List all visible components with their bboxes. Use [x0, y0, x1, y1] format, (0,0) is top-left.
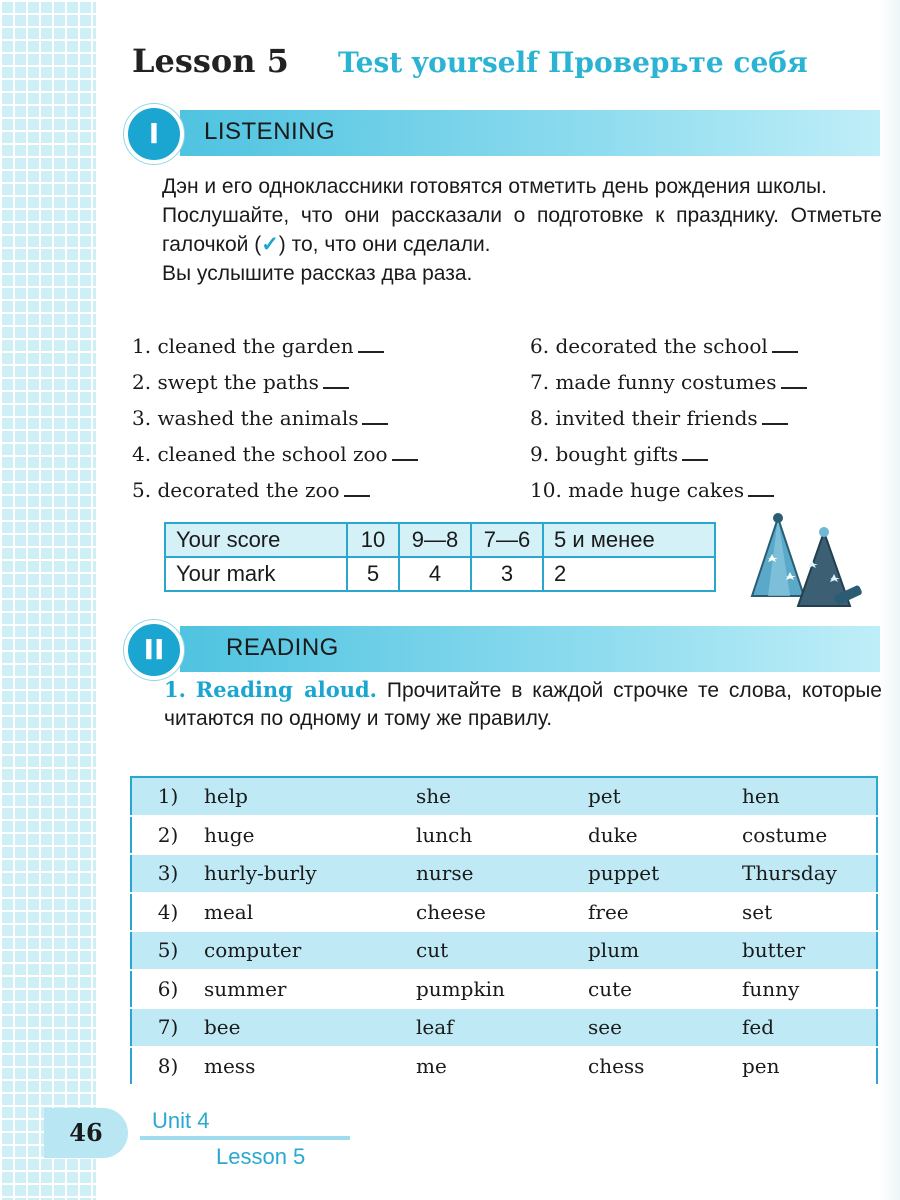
lesson-subtitle: Test yourself Проверьте себя [338, 46, 808, 79]
row-number: 1) [131, 777, 204, 816]
word-cell: duke [588, 816, 742, 855]
list-item [530, 472, 807, 508]
table-row [131, 931, 877, 970]
mark-cell: 5 [347, 557, 399, 591]
item-text: 2. swept the paths [132, 370, 319, 394]
footer-lesson: Lesson 5 [216, 1144, 306, 1169]
word-cell: pet [588, 777, 742, 816]
table-row [131, 777, 877, 816]
word-cell: Thursday [742, 854, 877, 893]
table-row [131, 816, 877, 855]
word-cell: bee [204, 1008, 416, 1047]
row-number: 2) [131, 816, 204, 855]
table-row [131, 970, 877, 1009]
footer-divider [140, 1136, 350, 1140]
item-text: 6. decorated the school [530, 334, 768, 358]
table-row [131, 1008, 877, 1047]
listening-instructions [162, 172, 882, 288]
answer-blank[interactable] [748, 473, 774, 497]
word-cell: hurly-burly [204, 854, 416, 893]
reading-heading: READING [226, 634, 339, 661]
list-item [132, 472, 418, 508]
mark-cell: 2 [543, 557, 715, 591]
section-one-badge: I [124, 104, 184, 164]
task-description: Прочитайте в каждой строчке те слова, которые читаются по одному и тому же правилу. [164, 679, 882, 730]
list-item [530, 364, 807, 400]
intro-text: Дэн и его одноклассники готовятся отметить день рождения школы. [162, 175, 827, 198]
word-cell: me [416, 1047, 588, 1086]
word-cell: pumpkin [416, 970, 588, 1009]
answer-blank[interactable] [323, 365, 349, 389]
row-number: 5) [131, 931, 204, 970]
list-item [530, 400, 807, 436]
row-number: 3) [131, 854, 204, 893]
item-text: 1. cleaned the garden [132, 334, 354, 358]
score-cell: 5 и менее [543, 523, 715, 557]
word-cell: summer [204, 970, 416, 1009]
item-text: 4. cleaned the school zoo [132, 442, 388, 466]
mark-row [165, 557, 715, 591]
item-text: 10. made huge cakes [530, 478, 745, 502]
word-cell: huge [204, 816, 416, 855]
score-label: Your score [165, 523, 347, 557]
item-text: 7. made funny costumes [530, 370, 777, 394]
word-cell: leaf [416, 1008, 588, 1047]
answer-blank[interactable] [362, 401, 388, 425]
word-cell: see [588, 1008, 742, 1047]
task-title: Reading aloud. [195, 677, 377, 702]
item-text: 3. washed the animals [132, 406, 359, 430]
word-cell: plum [588, 931, 742, 970]
reading-task [164, 676, 882, 733]
lesson-title: Lesson 5 [132, 42, 289, 80]
margin-grid-decoration [0, 0, 96, 1200]
mark-cell: 3 [471, 557, 543, 591]
task-text-after: ) то, что они сделали. [278, 233, 491, 256]
row-number: 8) [131, 1047, 204, 1086]
answer-blank[interactable] [392, 437, 418, 461]
table-row [131, 1047, 877, 1086]
answer-blank[interactable] [344, 473, 370, 497]
check-mark-icon: ✓ [261, 233, 279, 256]
word-cell: mess [204, 1047, 416, 1086]
item-text: 5. decorated the zoo [132, 478, 340, 502]
word-cell: puppet [588, 854, 742, 893]
answer-blank[interactable] [682, 437, 708, 461]
word-cell: help [204, 777, 416, 816]
mark-cell: 4 [399, 557, 471, 591]
section-two-badge: II [124, 620, 184, 680]
footer-unit: Unit 4 [152, 1108, 210, 1133]
word-cell: costume [742, 816, 877, 855]
word-cell: cut [416, 931, 588, 970]
word-cell: cute [588, 970, 742, 1009]
item-text: 9. bought gifts [530, 442, 679, 466]
list-item [132, 400, 418, 436]
list-item [132, 436, 418, 472]
score-cell: 9—8 [399, 523, 471, 557]
task-text [162, 201, 882, 259]
listening-list-left [132, 328, 418, 508]
answer-blank[interactable] [358, 329, 384, 353]
answer-blank[interactable] [762, 401, 788, 425]
table-row [131, 893, 877, 932]
repeat-note: Вы услышите рассказ два раза. [162, 262, 473, 285]
word-cell: computer [204, 931, 416, 970]
page-number: 46 [44, 1108, 128, 1158]
word-cell: nurse [416, 854, 588, 893]
reading-word-table [130, 776, 878, 1086]
row-number: 6) [131, 970, 204, 1009]
list-item [530, 328, 807, 364]
score-cell: 10 [347, 523, 399, 557]
word-cell: chess [588, 1047, 742, 1086]
word-cell: free [588, 893, 742, 932]
mark-label: Your mark [165, 557, 347, 591]
word-cell: meal [204, 893, 416, 932]
word-cell: hen [742, 777, 877, 816]
task-text-before: Послушайте, что они рассказали о подготовке к празднику. Отметьте галочкой ( [162, 204, 882, 256]
word-cell: she [416, 777, 588, 816]
party-hats-icon [738, 512, 866, 616]
row-number: 7) [131, 1008, 204, 1047]
list-item [132, 364, 418, 400]
word-cell: lunch [416, 816, 588, 855]
listening-list-right [530, 328, 807, 508]
answer-blank[interactable] [772, 329, 798, 353]
word-cell: butter [742, 931, 877, 970]
word-cell: set [742, 893, 877, 932]
word-cell: fed [742, 1008, 877, 1047]
listening-heading: LISTENING [204, 118, 336, 145]
table-row [131, 854, 877, 893]
answer-blank[interactable] [781, 365, 807, 389]
list-item [530, 436, 807, 472]
word-cell: cheese [416, 893, 588, 932]
score-row [165, 523, 715, 557]
word-cell: funny [742, 970, 877, 1009]
item-text: 8. invited their friends [530, 406, 758, 430]
list-item [132, 328, 418, 364]
score-cell: 7—6 [471, 523, 543, 557]
score-table [164, 522, 716, 592]
row-number: 4) [131, 893, 204, 932]
task-number: 1. [164, 677, 186, 702]
word-cell: pen [742, 1047, 877, 1086]
